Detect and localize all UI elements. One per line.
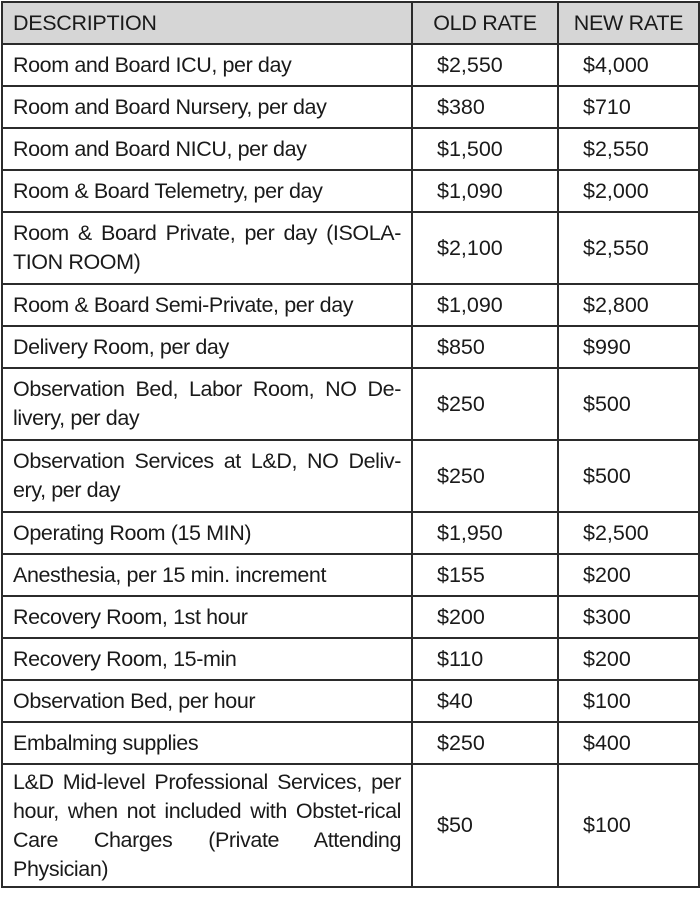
row-description: Room & Board Semi-Private, per day <box>2 284 412 326</box>
table-row <box>2 764 699 887</box>
table-row <box>2 440 699 512</box>
row-description: Room & Board Private, per day (ISOLA-TION ROOM) <box>2 212 412 284</box>
row-old-rate: $2,100 <box>412 212 558 284</box>
row-new-rate: $2,000 <box>558 170 699 212</box>
table-row <box>2 638 699 680</box>
table-row <box>2 284 699 326</box>
row-description: Room and Board NICU, per day <box>2 128 412 170</box>
row-old-rate: $200 <box>412 596 558 638</box>
row-old-rate: $1,090 <box>412 170 558 212</box>
row-new-rate: $200 <box>558 554 699 596</box>
header-new-rate: NEW RATE <box>558 2 699 44</box>
row-description: Operating Room (15 MIN) <box>2 512 412 554</box>
table-row <box>2 326 699 368</box>
row-description: Observation Services at L&D, NO Deliv-ery, per day <box>2 440 412 512</box>
row-new-rate: $2,800 <box>558 284 699 326</box>
table-row <box>2 44 699 86</box>
table-row <box>2 596 699 638</box>
table-row <box>2 368 699 440</box>
table-row <box>2 212 699 284</box>
row-description: Observation Bed, per hour <box>2 680 412 722</box>
row-new-rate: $500 <box>558 440 699 512</box>
row-description: Room and Board ICU, per day <box>2 44 412 86</box>
row-old-rate: $50 <box>412 764 558 887</box>
row-new-rate: $100 <box>558 764 699 887</box>
row-description: Room and Board Nursery, per day <box>2 86 412 128</box>
row-description: Recovery Room, 1st hour <box>2 596 412 638</box>
row-old-rate: $155 <box>412 554 558 596</box>
row-old-rate: $850 <box>412 326 558 368</box>
row-description: Room & Board Telemetry, per day <box>2 170 412 212</box>
table-row <box>2 722 699 764</box>
table-row <box>2 170 699 212</box>
row-new-rate: $990 <box>558 326 699 368</box>
row-description: Observation Bed, Labor Room, NO De-livery, per day <box>2 368 412 440</box>
header-old-rate: OLD RATE <box>412 2 558 44</box>
row-old-rate: $1,090 <box>412 284 558 326</box>
table-row <box>2 680 699 722</box>
row-old-rate: $2,550 <box>412 44 558 86</box>
row-old-rate: $1,500 <box>412 128 558 170</box>
table-row <box>2 554 699 596</box>
header-row <box>2 2 699 44</box>
row-old-rate: $40 <box>412 680 558 722</box>
row-old-rate: $250 <box>412 368 558 440</box>
row-new-rate: $710 <box>558 86 699 128</box>
row-old-rate: $250 <box>412 440 558 512</box>
row-new-rate: $2,500 <box>558 512 699 554</box>
row-description: Recovery Room, 15-min <box>2 638 412 680</box>
row-old-rate: $110 <box>412 638 558 680</box>
table-row <box>2 86 699 128</box>
row-description: Anesthesia, per 15 min. increment <box>2 554 412 596</box>
row-new-rate: $300 <box>558 596 699 638</box>
row-new-rate: $100 <box>558 680 699 722</box>
row-new-rate: $2,550 <box>558 128 699 170</box>
row-description: L&D Mid-level Professional Services, per hour, when not included with Obstet-rical Care Charges (Private Attending Physician) <box>2 764 412 887</box>
row-description: Embalming supplies <box>2 722 412 764</box>
header-description: DESCRIPTION <box>2 2 412 44</box>
rates-table <box>1 1 700 888</box>
row-old-rate: $250 <box>412 722 558 764</box>
table-row <box>2 128 699 170</box>
row-new-rate: $400 <box>558 722 699 764</box>
row-old-rate: $1,950 <box>412 512 558 554</box>
row-new-rate: $4,000 <box>558 44 699 86</box>
row-new-rate: $200 <box>558 638 699 680</box>
row-old-rate: $380 <box>412 86 558 128</box>
row-new-rate: $2,550 <box>558 212 699 284</box>
row-new-rate: $500 <box>558 368 699 440</box>
row-description: Delivery Room, per day <box>2 326 412 368</box>
table-row <box>2 512 699 554</box>
